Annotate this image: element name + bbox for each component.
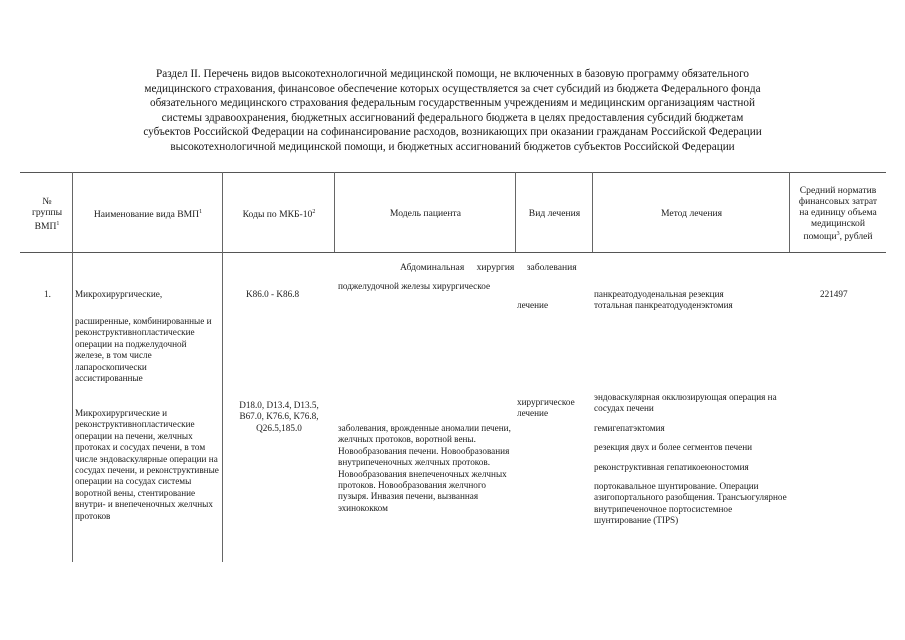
row-number: 1. (44, 289, 51, 299)
footnote-marker: 2 (312, 209, 316, 216)
header-icd-codes-text: Коды по МКБ-10 (242, 209, 313, 221)
header-top-rule (20, 172, 886, 173)
column-divider (222, 172, 223, 562)
header-treatment-type-text: Вид лечения (528, 208, 581, 220)
footnote-marker: 1 (56, 220, 60, 227)
icd-codes-liver: D18.0, D13.4, D13.5, B67.0, K76.6, K76.8, Q26.5,185.0 (239, 400, 319, 433)
title-line-5: субъектов Российской Федерации на софинансирование расходов, возникающих при оказании гражданам Российской Федерации (143, 126, 762, 139)
title-line-1: Раздел II. Перечень видов высокотехнологичной медицинской помощи, не включенных в базовую программу обязательного (156, 68, 749, 80)
column-divider (72, 172, 73, 562)
treatment-type-pancreas: лечение (517, 300, 549, 310)
header-group-number-line: ВМП (34, 220, 57, 232)
header-group-number-line: № (42, 195, 52, 207)
section-heading: Абдоминальная хирургия заболевания (400, 262, 577, 273)
header-treatment-type (517, 178, 592, 250)
column-divider (515, 172, 516, 252)
header-vmp-name-text: Наименование вида ВМП (93, 209, 200, 221)
title-line-6: высокотехнологичной медицинской помощи, и бюджетных ассигнований бюджетов субъектов Российской Федерации (170, 140, 735, 153)
treatment-method-item: тотальная панкреатодуоденэктомия (594, 300, 733, 311)
footnote-marker: 3 (836, 231, 840, 238)
title-line-3: обязательного медицинского страхования федеральным государственным учреждениям и медицинским организациям частной (150, 97, 755, 110)
header-norm-cost-line: , рублей (839, 231, 873, 243)
title-line-2: медицинского страхования, финансовое обеспечение которых осуществляется за счет субсидий из бюджета Федерального фонда (144, 82, 761, 95)
treatment-method-item: реконструктивная гепатикоеюностомия (594, 461, 749, 472)
section-title-block (90, 67, 815, 155)
header-treatment-method (594, 178, 789, 250)
title-line-4: системы здравоохранения, бюджетных ассигнований федерального бюджета в целях предоставления субсидий бюджетам (161, 111, 744, 124)
header-bottom-rule (20, 252, 886, 253)
patient-model-pancreas: поджелудочной железы хирургическое (338, 281, 491, 291)
treatment-method-item: панкреатодуоденальная резекция (594, 289, 724, 299)
treatment-method-item: резекция двух и более сегментов печени (594, 442, 753, 453)
column-divider (334, 172, 335, 252)
header-patient-model-text: Модель пациента (389, 208, 462, 220)
treatment-methods-liver (594, 392, 789, 527)
header-norm-cost (790, 178, 886, 250)
header-norm-cost-line: на единицу объема (799, 207, 877, 219)
header-patient-model (336, 178, 515, 250)
header-norm-cost-line: финансовых затрат (798, 196, 878, 208)
footnote-marker: 1 (199, 209, 203, 216)
header-group-number (22, 178, 72, 250)
vmp-name-first-line: Микрохирургические, (75, 289, 163, 299)
header-icd-codes (224, 178, 334, 250)
icd-codes-pancreas: K86.0 - K86.8 (246, 289, 300, 299)
header-norm-cost-line: Средний норматив (799, 185, 877, 197)
header-group-number-line: группы (31, 207, 63, 219)
header-norm-cost-line: помощи (803, 231, 837, 243)
header-treatment-method-text: Метод лечения (660, 208, 723, 220)
norm-cost-value: 221497 (820, 289, 848, 299)
column-divider (592, 172, 593, 252)
vmp-name-liver: Микрохирургические и реконструктивнопластические операции на печени, желчных протоках и сосудах печени, в том числе эндоваскулярные операции на сосудах печени, и реконструктивные операции на сосудах системы воротной вены, стентирование внутри- и внепеченочных желчных протоков (75, 408, 219, 521)
header-vmp-name (74, 178, 222, 250)
vmp-name-pancreas: расширенные, комбинированные и реконструктивнопластические операции на поджелудочной железе, в том числе лапароскопически ассистированные (75, 316, 212, 384)
header-norm-cost-line: медицинской (811, 218, 865, 230)
treatment-method-item: гемигепатэктомия (594, 422, 665, 433)
patient-model-liver: заболевания, врожденные аномалии печени, желчных протоков, воротной вены. Новообразования печени. Новообразования внутрипеченочных желчных протоков. Новообразования внепеченочных желчных протоков. Новообразования желчного пузыря. Инвазия печени, вызванная эхинококком (338, 423, 511, 513)
treatment-method-item: портокавальное шунтирование. Операции азигопортального разобщения. Трансъюгулярное внутрипеченочное портосистемное шунтирование (TIPS) (594, 481, 787, 526)
treatment-type-liver: хирургическое лечение (517, 397, 575, 419)
treatment-method-item: эндоваскулярная окклюзирующая операция на сосудах печени (594, 392, 777, 414)
treatment-methods-pancreas (594, 289, 789, 312)
